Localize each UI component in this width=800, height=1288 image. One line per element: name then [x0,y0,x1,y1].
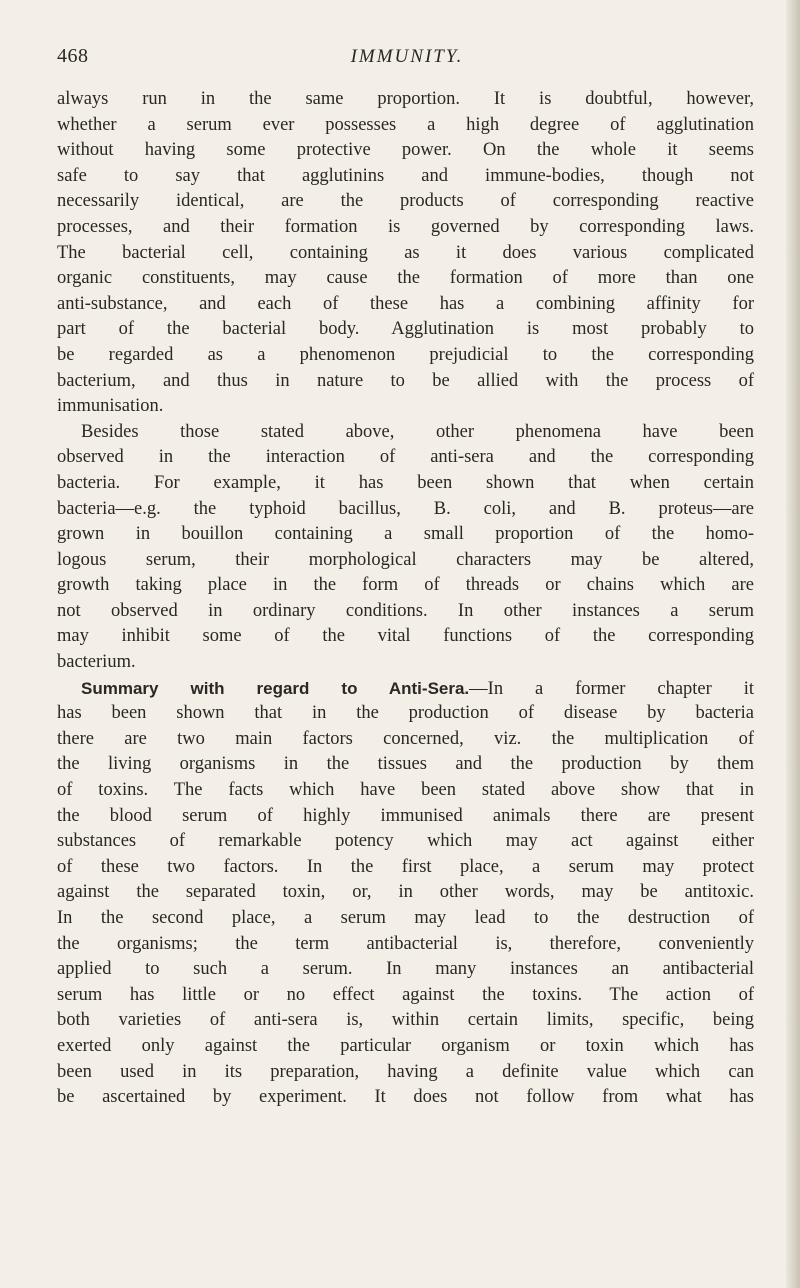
text-line: the living organisms in the tissues and the production by them [57,754,754,775]
text-line: processes, and their formation is governed by corresponding laws. [57,216,754,237]
paragraph-p2 [57,420,754,676]
text-line: of toxins. The facts which have been stated above show that in [57,780,754,801]
text-line: bacteria—e.g. the typhoid bacillus, B. coli, and B. proteus—are [57,498,754,519]
paragraph-p3 [57,676,754,1111]
text-line: bacterium, and thus in nature to be allied with the process of [57,370,754,391]
paragraphs [57,87,754,1111]
text-line: without having some protective power. On the whole it seems [57,140,754,161]
text-line: part of the bacterial body. Agglutination is most probably to [57,319,754,340]
text-line: against the separated toxin, or, in other words, may be antitoxic. [57,882,754,903]
text-line: applied to such a serum. In many instances an antibacterial [57,959,754,980]
text-line: observed in the interaction of anti-sera and the corresponding [57,447,754,468]
text-line: there are two main factors concerned, viz. the multiplication of [57,728,754,749]
text-line: exerted only against the particular organism or toxin which has [57,1035,754,1056]
text-line: may inhibit some of the vital functions of the corresponding [57,626,754,647]
text-line: serum has little or no effect against the toxins. The action of [57,984,754,1005]
text-line: always run in the same proportion. It is doubtful, however, [57,89,754,109]
text-line: be ascertained by experiment. It does not follow from what has [57,1087,754,1108]
page-header [57,45,757,75]
text-line: Summary with regard to Anti-Sera.—In a former chapter it [81,678,754,699]
text-line: has been shown that in the production of disease by bacteria [57,703,754,724]
page-number: 468 [57,45,89,67]
section-heading: Summary with regard to Anti-Sera. [81,678,470,698]
page-edge [786,0,800,1288]
text-line: anti-substance, and each of these has a combining affinity for [57,293,754,314]
text-line: Besides those stated above, other phenomena have been [81,421,754,442]
text-line: necessarily identical, are the products of corresponding reactive [57,191,754,212]
text-line: whether a serum ever possesses a high degree of agglutination [57,114,754,135]
text-line: of these two factors. In the first place, a serum may protect [57,856,754,877]
text-line: not observed in ordinary conditions. In other instances a serum [57,600,754,621]
text-line: organic constituents, may cause the formation of more than one [57,268,754,289]
text-line: immunisation. [57,396,164,417]
text-line: the blood serum of highly immunised animals there are present [57,805,754,826]
text-line: bacteria. For example, it has been shown that when certain [57,472,754,493]
text-line: The bacterial cell, containing as it does various complicated [57,242,754,263]
text-line: bacterium. [57,652,136,673]
text-line: both varieties of anti-sera is, within certain limits, specific, being [57,1010,754,1031]
text-line: be regarded as a phenomenon prejudicial to the corresponding [57,344,754,365]
text-line: substances of remarkable potency which may act against either [57,831,754,852]
text-line: logous serum, their morphological characters may be altered, [57,549,754,570]
body-text [57,87,754,1111]
text-line: been used in its preparation, having a definite value which can [57,1061,754,1082]
text-line: grown in bouillon containing a small proportion of the homo- [57,524,754,545]
paragraph-p1 [57,87,754,420]
text-line: the organisms; the term antibacterial is, therefore, conveniently [57,933,754,954]
text-line: growth taking place in the form of threads or chains which are [57,575,754,596]
running-head: IMMUNITY. [350,46,464,67]
text-line: safe to say that agglutinins and immune-bodies, though not [57,165,754,186]
text-line: In the second place, a serum may lead to the destruction of [57,908,754,928]
